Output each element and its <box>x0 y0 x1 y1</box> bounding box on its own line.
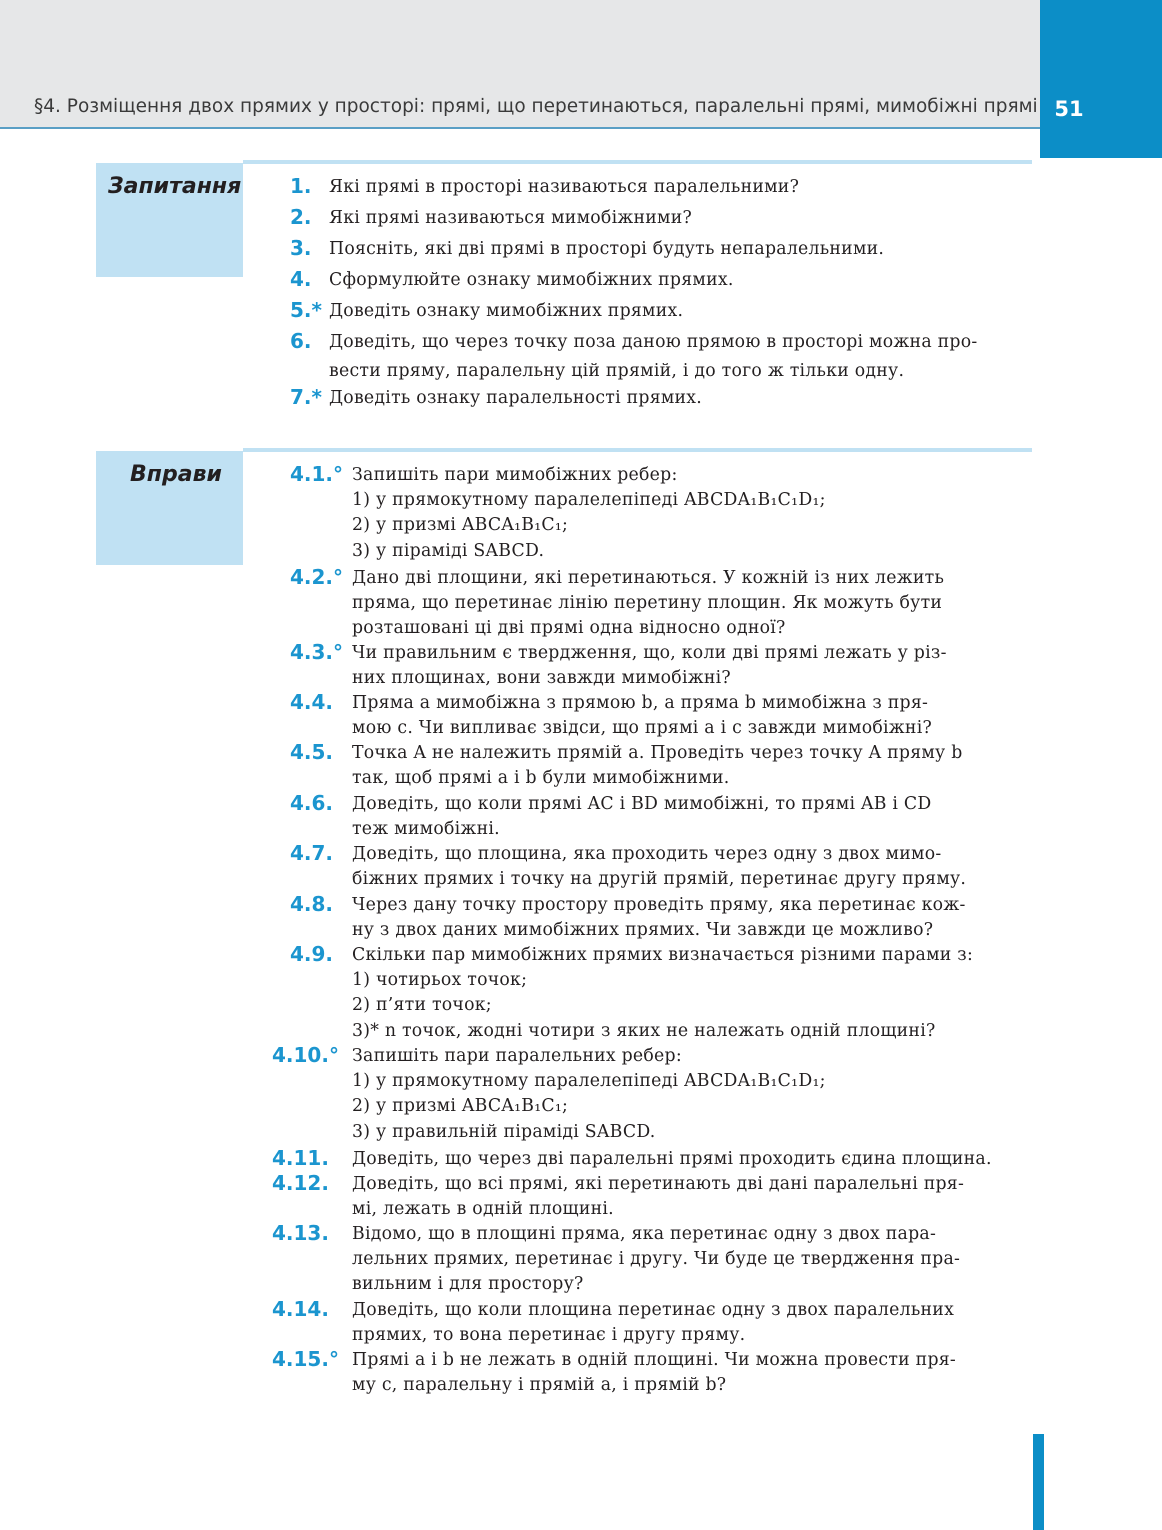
question-text-line: Які прямі називаються мимобіжними? <box>329 208 693 228</box>
exercise-text-line: 3)* n точок, жодні чотири з яких не належать одній площині? <box>352 1020 936 1041</box>
exercise-number: 4.14. <box>272 1297 329 1321</box>
question-number: 4. <box>290 267 312 291</box>
question-number: 1. <box>290 174 312 198</box>
exercise-text-line: 3) у правильній піраміді SABCD. <box>352 1121 656 1142</box>
question-number: 7.* <box>290 385 322 409</box>
question-text-line: Доведіть ознаку мимобіжних прямих. <box>329 301 684 321</box>
exercise-text-line: них площинах, вони завжди мимобіжні? <box>352 668 731 689</box>
exercise-number: 4.12. <box>272 1171 329 1195</box>
exercise-text-line: Через дану точку простору проведіть пряму, яка перетинає кож- <box>352 895 966 915</box>
exercise-text-line: 1) у прямокутному паралелепіпеді ABCDA₁B₁C₁D₁; <box>352 1071 826 1092</box>
exercise-text-line: мі, лежать в одній площині. <box>352 1199 614 1220</box>
exercise-text-line: Дано дві площини, які перетинаються. У кожній із них лежить <box>352 568 945 588</box>
header-rule <box>0 127 1040 129</box>
exercise-text-line: Доведіть, що всі прямі, які перетинають дві дані паралельні пря- <box>352 1174 965 1194</box>
exercise-text-line: теж мимобіжні. <box>352 819 500 840</box>
exercise-text-line: Доведіть, що коли площина перетинає одну з двох паралельних <box>352 1300 955 1320</box>
exercise-number: 4.5. <box>290 740 334 764</box>
questions-top-line <box>243 160 1032 164</box>
exercise-text-line: пряма, що перетинає лінію перетину площин. Як можуть бути <box>352 593 943 614</box>
exercise-text-line: Доведіть, що через дві паралельні прямі проходить єдина площина. <box>352 1149 992 1169</box>
exercise-text-line: Чи правильним є твердження, що, коли дві прямі лежать у різ- <box>352 643 947 663</box>
question-text-line: вести пряму, паралельну цій прямій, і до того ж тільки одну. <box>329 361 905 381</box>
exercise-text-line: вильним і для простору? <box>352 1274 584 1295</box>
exercise-number: 4.3.° <box>290 640 344 664</box>
exercise-text-line: Запишіть пари паралельних ребер: <box>352 1046 682 1066</box>
exercise-text-line: біжних прямих і точку на другій прямій, перетинає другу пряму. <box>352 869 967 890</box>
exercise-number: 4.11. <box>272 1146 329 1170</box>
question-number: 5.* <box>290 298 322 322</box>
question-text-line: Сформулюйте ознаку мимобіжних прямих. <box>329 270 734 290</box>
exercise-text-line: розташовані ці дві прямі одна відносно одної? <box>352 618 786 639</box>
exercise-text-line: Пряма a мимобіжна з прямою b, а пряма b мимобіжна з пря- <box>352 693 929 713</box>
exercise-text-line: Точка A не належить прямій a. Проведіть через точку A пряму b <box>352 743 963 763</box>
exercise-text-line: лельних прямих, перетинає і другу. Чи буде це твердження пра- <box>352 1249 961 1270</box>
exercise-number: 4.1.° <box>290 462 344 486</box>
exercise-text-line: 2) п’яти точок; <box>352 995 492 1016</box>
exercise-text-line: 1) чотирьох точок; <box>352 970 528 991</box>
question-number: 6. <box>290 329 312 353</box>
exercise-text-line: мою c. Чи випливає звідси, що прямі a і c завжди мимобіжні? <box>352 718 932 739</box>
page-number: 51 <box>1054 97 1084 121</box>
exercise-text-line: му c, паралельну і прямій a, і прямій b? <box>352 1375 727 1396</box>
exercise-number: 4.15.° <box>272 1347 339 1371</box>
exercise-text-line: Скільки пар мимобіжних прямих визначається різними парами з: <box>352 945 974 965</box>
question-text-line: Доведіть ознаку паралельності прямих. <box>329 388 703 408</box>
page-tab <box>1040 0 1162 158</box>
page-side-bar <box>1033 1434 1044 1530</box>
exercise-text-line: Відомо, що в площині пряма, яка перетинає одну з двох пара- <box>352 1224 937 1244</box>
question-text-line: Поясніть, які дві прямі в просторі будуть непаралельними. <box>329 239 885 259</box>
exercise-text-line: Запишіть пари мимобіжних ребер: <box>352 465 678 485</box>
exercise-text-line: 2) у призмі ABCA₁B₁C₁; <box>352 515 569 536</box>
question-text-line: Доведіть, що через точку поза даною прямою в просторі можна про- <box>329 332 978 352</box>
exercise-text-line: ну з двох даних мимобіжних прямих. Чи завжди це можливо? <box>352 920 934 941</box>
exercise-text-line: прямих, то вона перетинає і другу пряму. <box>352 1325 746 1346</box>
questions-label: Запитання <box>108 174 242 199</box>
exercise-number: 4.13. <box>272 1221 329 1245</box>
exercise-number: 4.7. <box>290 841 334 865</box>
exercise-text-line: Доведіть, що коли прямі AC і BD мимобіжні, то прямі AB і CD <box>352 794 932 814</box>
question-number: 3. <box>290 236 312 260</box>
exercise-number: 4.8. <box>290 892 334 916</box>
exercise-number: 4.6. <box>290 791 334 815</box>
exercises-label: Вправи <box>130 462 222 487</box>
question-text-line: Які прямі в просторі називаються паралельними? <box>329 177 800 197</box>
exercise-number: 4.10.° <box>272 1043 339 1067</box>
exercise-text-line: 1) у прямокутному паралелепіпеді ABCDA₁B₁C₁D₁; <box>352 490 826 511</box>
exercise-text-line: Доведіть, що площина, яка проходить через одну з двох мимо- <box>352 844 942 864</box>
exercise-text-line: 3) у піраміді SABCD. <box>352 540 545 561</box>
exercise-number: 4.4. <box>290 690 334 714</box>
chapter-title: §4. Розміщення двох прямих у просторі: прямі, що перетинаються, паралельні прямі, мимобіжні прямі <box>34 96 1038 117</box>
exercise-number: 4.9. <box>290 942 334 966</box>
exercise-number: 4.2.° <box>290 565 344 589</box>
exercise-text-line: 2) у призмі ABCA₁B₁C₁; <box>352 1096 569 1117</box>
question-number: 2. <box>290 205 312 229</box>
exercise-text-line: Прямі a і b не лежать в одній площині. Чи можна провести пря- <box>352 1350 957 1370</box>
exercise-text-line: так, щоб прямі a і b були мимобіжними. <box>352 768 730 789</box>
exercises-top-line <box>243 448 1032 452</box>
